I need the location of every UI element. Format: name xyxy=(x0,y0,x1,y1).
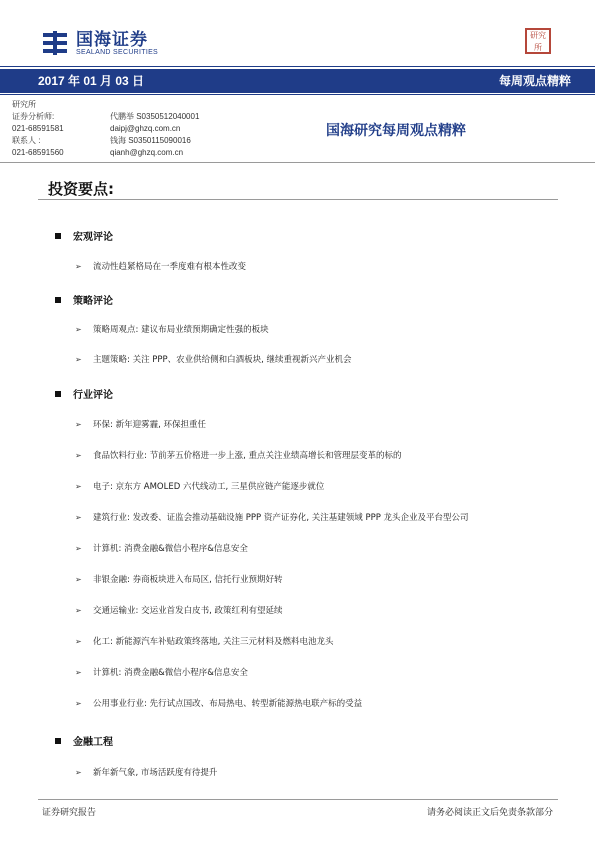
item-text: 建筑行业: 发改委、证监会推动基础设施 PPP 资产证券化, 关注基建领域 PPP 龙头企业及平台型公司 xyxy=(93,513,469,523)
item-text: 计算机: 消费金融&微信小程序&信息安全 xyxy=(93,668,248,678)
header-band xyxy=(0,69,595,93)
brand-logo xyxy=(42,30,158,56)
footer-left: 证券研究报告 xyxy=(42,808,97,818)
analyst-left: 联系人 : xyxy=(12,136,41,145)
item-text: 流动性趋紧格局在一季度难有根本性改变 xyxy=(93,262,247,272)
list-item xyxy=(75,604,282,616)
arrow-bullet-icon: ➢ xyxy=(75,543,82,553)
arrow-bullet-icon: ➢ xyxy=(75,512,82,522)
list-item xyxy=(75,449,401,461)
item-text: 化工: 新能源汽车补贴政策终落地, 关注三元材料及燃料电池龙头 xyxy=(93,637,334,647)
section-title: 策略评论 xyxy=(73,296,113,307)
item-text: 食品饮料行业: 节前茅五价格进一步上涨, 重点关注业绩高增长和管理层变革的标的 xyxy=(93,451,402,461)
logo-mark-icon xyxy=(42,30,68,56)
section-heading xyxy=(55,733,113,748)
main-heading: 投资要点: xyxy=(48,180,114,198)
analyst-left: 021-68591581 xyxy=(12,124,64,133)
square-bullet-icon xyxy=(55,391,61,397)
square-bullet-icon xyxy=(55,738,61,744)
arrow-bullet-icon: ➢ xyxy=(75,450,82,460)
arrow-bullet-icon: ➢ xyxy=(75,667,82,677)
item-text: 电子: 京东方 AMOLED 六代线动工, 三星供应链产能逐步就位 xyxy=(93,482,325,492)
analyst-right[interactable]: qianh@ghzq.com.cn xyxy=(110,148,184,157)
list-item xyxy=(75,766,217,778)
arrow-bullet-icon: ➢ xyxy=(75,354,82,364)
heading-rule xyxy=(38,199,558,200)
analyst-row xyxy=(12,135,199,147)
research-seal: 研究所 xyxy=(525,28,551,54)
arrow-bullet-icon: ➢ xyxy=(75,636,82,646)
arrow-bullet-icon: ➢ xyxy=(75,324,82,334)
item-text: 计算机: 消费金融&微信小程序&信息安全 xyxy=(93,544,248,554)
title-rule xyxy=(0,162,595,163)
section-heading xyxy=(55,386,113,401)
analyst-row xyxy=(12,111,199,123)
list-item xyxy=(75,353,352,365)
analyst-block xyxy=(12,99,199,159)
footer-rule xyxy=(38,799,558,800)
document-title: 国海研究每周观点精粹 xyxy=(326,123,466,139)
section-heading xyxy=(55,292,113,307)
list-item xyxy=(75,480,324,492)
arrow-bullet-icon: ➢ xyxy=(75,261,82,271)
list-item xyxy=(75,511,469,523)
list-item xyxy=(75,323,269,335)
item-text: 新年新气象, 市场活跃度有待提升 xyxy=(93,768,218,778)
footer-right: 请务必阅读正文后免责条款部分 xyxy=(426,808,553,818)
arrow-bullet-icon: ➢ xyxy=(75,605,82,615)
logo-en-text: SEALAND SECURITIES xyxy=(76,48,159,56)
arrow-bullet-icon: ➢ xyxy=(75,574,82,584)
list-item xyxy=(75,542,248,554)
square-bullet-icon xyxy=(55,233,61,239)
analyst-left: 021-68591560 xyxy=(12,148,64,157)
arrow-bullet-icon: ➢ xyxy=(75,767,82,777)
analyst-left: 研究所 xyxy=(12,100,36,109)
square-bullet-icon xyxy=(55,297,61,303)
item-text: 交通运输业: 交运业首发白皮书, 政策红利有望延续 xyxy=(93,606,283,616)
section-title: 宏观评论 xyxy=(73,232,113,243)
report-date: 2017 年 01 月 03 日 xyxy=(38,74,145,88)
analyst-right: 代鹏举 S0350512040001 xyxy=(110,112,200,121)
arrow-bullet-icon: ➢ xyxy=(75,698,82,708)
report-series: 每周观点精粹 xyxy=(498,74,571,88)
list-item xyxy=(75,635,333,647)
list-item xyxy=(75,666,248,678)
list-item xyxy=(75,260,246,272)
item-text: 策略周观点: 建议布局业绩预期确定性强的板块 xyxy=(93,325,269,335)
section-heading xyxy=(55,228,113,243)
analyst-row xyxy=(12,147,199,159)
section-title: 行业评论 xyxy=(73,390,113,401)
arrow-bullet-icon: ➢ xyxy=(75,481,82,491)
list-item xyxy=(75,697,362,709)
section-title: 金融工程 xyxy=(73,737,113,748)
top-rule xyxy=(0,66,595,67)
list-item xyxy=(75,573,282,585)
item-text: 公用事业行业: 先行试点国改、布局热电、转型新能源热电联产标的受益 xyxy=(93,699,363,709)
analyst-row xyxy=(12,123,199,135)
analyst-right[interactable]: daipj@ghzq.com.cn xyxy=(110,124,181,133)
analyst-row xyxy=(12,99,199,111)
item-text: 主题策略: 关注 PPP、农业供给侧和白酒板块, 继续重视新兴产业机会 xyxy=(93,355,352,365)
analyst-left: 证券分析师: xyxy=(12,112,55,121)
logo-cn-text: 国海证券 xyxy=(76,29,148,50)
list-item xyxy=(75,418,206,430)
item-text: 非银金融: 券商板块进入布局区, 信托行业预期好转 xyxy=(93,575,283,585)
band-rule xyxy=(0,94,595,95)
analyst-right: 钱海 S0350115090016 xyxy=(110,136,191,145)
arrow-bullet-icon: ➢ xyxy=(75,419,82,429)
item-text: 环保: 新年迎雾霾, 环保担重任 xyxy=(93,420,206,430)
